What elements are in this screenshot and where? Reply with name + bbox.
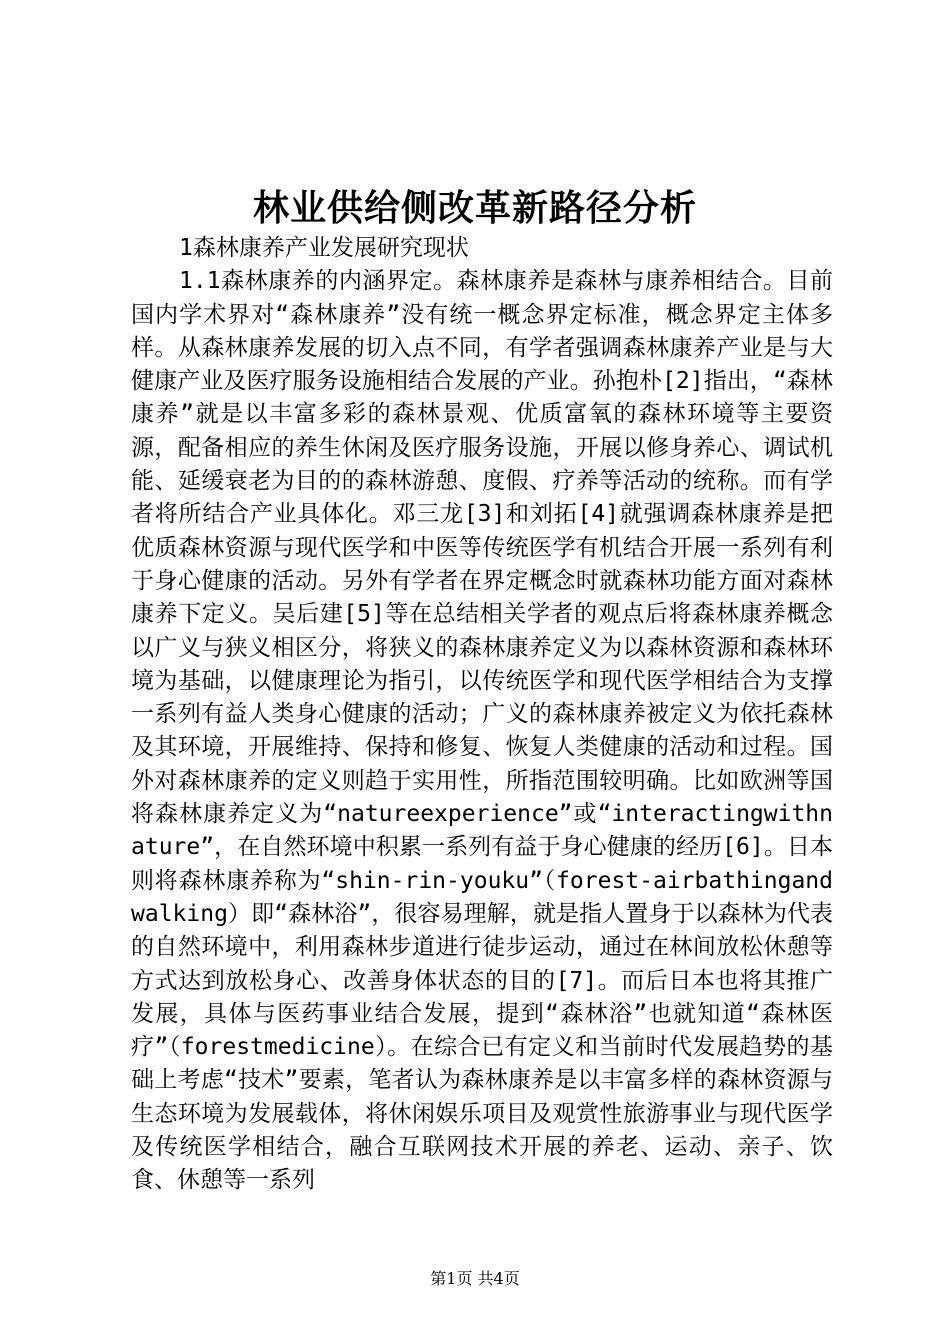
page-number-footer: 第1页 共4页 [430,1269,520,1288]
body-paragraph: 1.1森林康养的内涵界定。森林康养是森林与康养相结合。目前国内学术界对“森林康养”没有统一概念界定标准，概念界定主体多样。从森林康养发展的切入点不同，有学者强调森林康养产业是与大健康产业及医疗服务设施相结合发展的产业。孙抱朴[2]指出，“森林康养”就是以丰富多彩的森林景观、优质富氧的森林环境等主要资源，配备相应的养生休闲及医疗服务设施，开展以修身养心、调试机能、延缓衰老为目的的森林游憩、度假、疗养等活动的统称。而有学者将所结合产业具体化。邓三龙[3]和刘拓[4]就强调森林康养是把优质森林资源与现代医学和中医等传统医学有机结合开展一系列有利于身心健康的活动。另外有学者在界定概念时就森林功能方面对森林康养下定义。吴后建[5]等在总结相关学者的观点后将森林康养概念以广义与狭义相区分，将狭义的森林康养定义为以森林资源和森林环境为基础，以健康理论为指引，以传统医学和现代医学相结合为支撑一系列有益人类身心健康的活动；广义的森林康养被定义为依托森林及其环境，开展维持、保持和修复、恢复人类健康的活动和过程。国外对森林康养的定义则趋于实用性，所指范围较明确。比如欧洲等国将森林康养定义为“natureexperience”或“interactingwithnature”，在自然环境中积累一系列有益于身心健康的经历[6]。日本则将森林康养称为“shin-rin-youku”（forest-airbathingandwalking）即“森林浴”，很容易理解，就是指人置身于以森林为代表的自然环境中，利用森林步道进行徒步运动，通过在林间放松休憩等方式达到放松身心、改善身体状态的目的[7]。而后日本也将其推广发展，具体与医药事业结合发展，提到“森林浴”也就知道“森林医疗”（forestmedicine）。在综合已有定义和当前时代发展趋势的基础上考虑“技术”要素，笔者认为森林康养是以丰富多样的森林资源与生态环境为发展载体，将休闲娱乐项目及观赏性旅游事业与现代医学及传统医学相结合，融合互联网技术开展的养老、运动、亲子、饮食、休憩等一系列 [131,268,833,1194]
document-body [131,232,833,1198]
section-heading: 1森林康养产业发展研究现状 [179,235,469,261]
document-title: 林业供给侧改革新路径分析 [252,187,697,229]
